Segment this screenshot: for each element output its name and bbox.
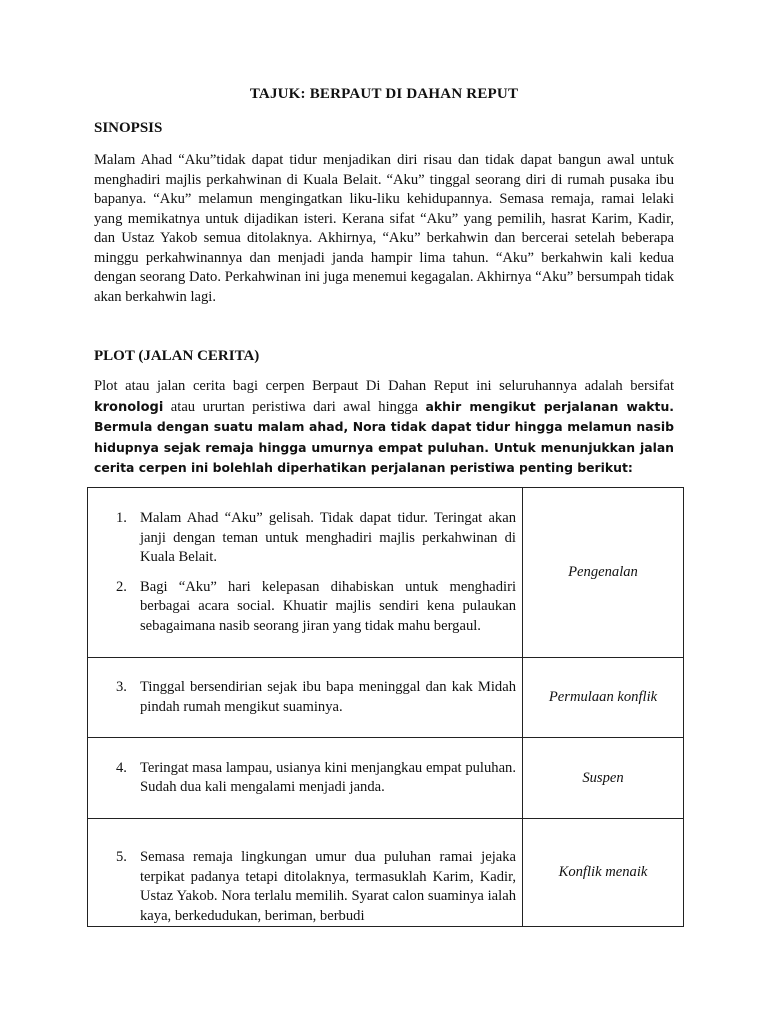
stage-cell: Permulaan konflik <box>523 658 684 738</box>
event-item <box>88 509 522 568</box>
event-item <box>88 578 522 637</box>
plot-intro-text-a: Plot atau jalan cerita bagi cerpen Berpaut Di Dahan Reput ini seluruhannya adalah bersifat <box>94 378 674 394</box>
stage-cell: Suspen <box>523 738 684 819</box>
event-list <box>88 678 522 717</box>
event-number: 2. <box>116 578 127 595</box>
event-number: 1. <box>116 510 127 526</box>
sinopsis-paragraph: Malam Ahad “Aku”tidak dapat tidur menjadikan diri risau dan tidak dapat bangun awal untuk menghadiri majlis perkahwinan di Kuala Belait. “Aku” tinggal seorang diri di rumah pusaka ibu bapanya. “Aku” melamun mengingatkan liku-liku kehidupannya. Semasa remaja, ramai lelaki yang memikatnya untuk dijadikan isteri. Kerana sifat “Aku” yang pemilih, hasrat Karim, Kadir, dan Ustaz Yakob semua ditolaknya. Akhirnya, “Aku” berkahwin dan bercerai setelah beberapa minggu perkahwinannya dan menjadi janda hampir lima tahun. “Aku” berkahwin kali kedua dengan seorang Dato. Perkahwinan ini juga menemui kegagalan. Akhirnya “Aku” bersumpah tidak akan berkahwin lagi. <box>94 152 674 305</box>
event-text: Tinggal bersendirian sejak ibu bapa meninggal dan kak Midah pindah rumah mengikut suaminya. <box>140 679 516 715</box>
stage-cell: Pengenalan <box>523 488 684 658</box>
event-list <box>88 819 522 926</box>
plot-intro-text-c: akhir mengikut perjalanan waktu. Bermula dengan suatu malam ahad, Nora tidak dapat tidur hingga melamun nasib hidupnya sejak remaja hingga umurnya empat puluhan. Untuk menunjukkan jalan cerita cerpen ini bolehlah diperhatikan perjalanan peristiwa penting berikut: <box>94 398 674 475</box>
event-item <box>88 848 522 926</box>
table-row <box>88 738 684 819</box>
event-number: 5. <box>116 849 127 865</box>
plot-intro-text-b: atau ururtan peristiwa dari awal hingga <box>163 398 426 415</box>
event-text: Semasa remaja lingkungan umur dua puluhan ramai jejaka terpikat padanya tetapi ditolaknya, termasuklah Karim, Kadir, Ustaz Yakob. Nora terlalu memilih. Syarat calon suaminya ialah kaya, berkedudukan, beriman, berbudi <box>140 849 516 924</box>
table-row <box>88 819 684 927</box>
events-cell <box>88 738 523 819</box>
event-text: Bagi “Aku” hari kelepasan dihabiskan untuk menghadiri berbagai acara social. Khuatir majlis sendiri kena pulaukan sebagaimana nasib seorang jiran yang tidak mahu bergaul. <box>140 578 516 634</box>
document-title: TAJUK: BERPAUT DI DAHAN REPUT <box>249 86 519 102</box>
plot-intro-keyword: kronologi <box>94 399 164 415</box>
plot-intro-paragraph <box>94 377 674 479</box>
event-text: Teringat masa lampau, usianya kini menjangkau empat puluhan. Sudah dua kali mengalami menjadi janda. <box>140 759 516 795</box>
event-number: 3. <box>116 679 127 695</box>
event-item <box>88 759 522 798</box>
events-cell <box>88 488 523 658</box>
events-cell <box>88 658 523 738</box>
event-text: Malam Ahad “Aku” gelisah. Tidak dapat tidur. Teringat akan janji dengan teman untuk menghadiri majlis perkahwinan di Kuala Belait. <box>140 510 516 565</box>
event-number: 4. <box>116 759 127 776</box>
event-item <box>88 678 522 717</box>
event-list <box>88 509 522 636</box>
stage-cell: Konflik menaik <box>523 819 684 927</box>
sinopsis-heading: SINOPSIS <box>94 120 163 136</box>
events-cell <box>88 819 523 927</box>
event-list <box>88 759 522 798</box>
plot-table <box>87 487 684 927</box>
table-row <box>88 658 684 738</box>
plot-heading: PLOT (JALAN CERITA) <box>94 348 260 364</box>
table-row <box>88 488 684 658</box>
